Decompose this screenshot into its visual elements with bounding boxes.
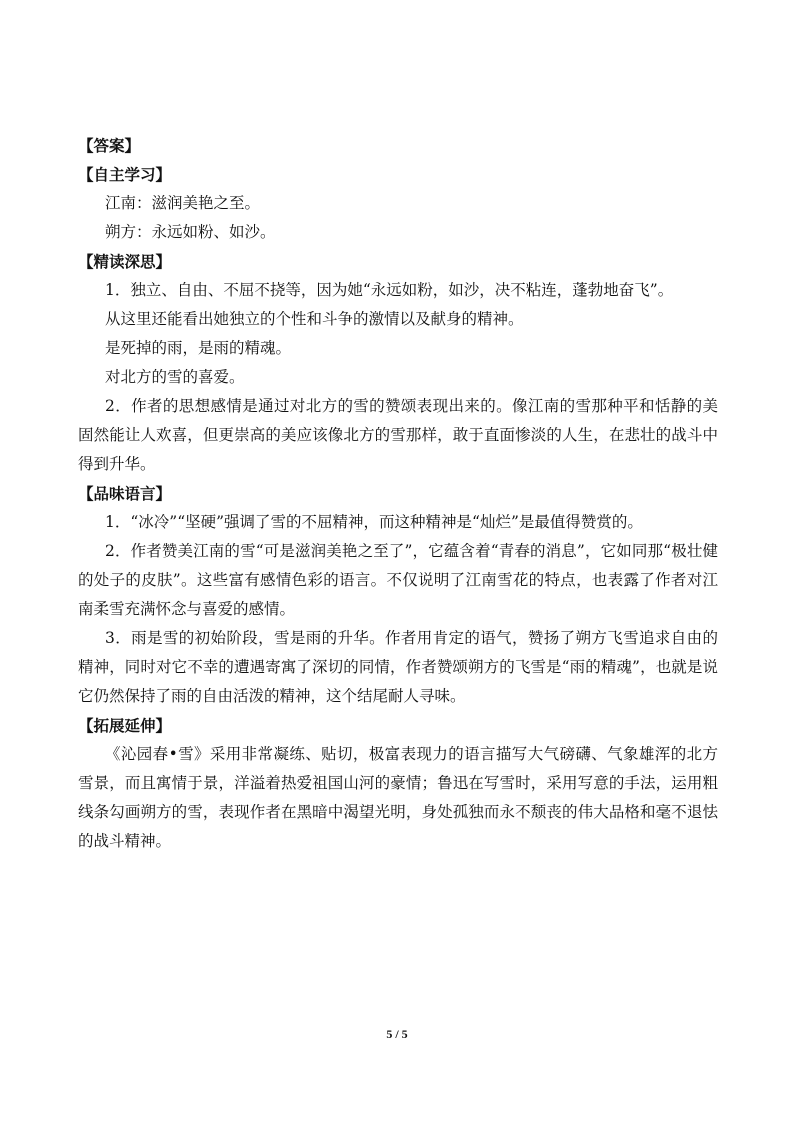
- section-heading: 【答案】: [78, 136, 141, 155]
- paragraph: 是死掉的雨，是雨的精魂。: [105, 339, 292, 357]
- paragraph: 1．“冰冷”“坚硬”强调了雪的不屈精神，而这种精神是“灿烂”是最值得赞赏的。: [105, 513, 643, 531]
- section-heading: 【精读深思】: [78, 252, 172, 271]
- paragraph: 《沁园春•雪》采用非常凝练、贴切，极富表现力的语言描写大气磅礴、气象雄浑的北方雪景，而且寓情于景，洋溢着热爱祖国山河的豪情；鲁迅在写雪时，采用写意的手法，运用粗线条勾画朔方的雪，表现作者在黑暗中渴望光明，身处孤独而永不颓丧的伟大品格和毫不退怯的战斗精神。: [78, 745, 718, 850]
- section-close-reading: [78, 247, 718, 479]
- paragraph: 江南：滋润美艳之至。: [105, 194, 261, 212]
- section-language-appreciation: [78, 479, 718, 711]
- paragraph: 从这里还能看出她独立的个性和斗争的激情以及献身的精神。: [105, 310, 524, 328]
- paragraph: 对北方的雪的喜爱。: [105, 368, 245, 386]
- paragraph: 3．雨是雪的初始阶段，雪是雨的升华。作者用肯定的语气，赞扬了朔方飞雪追求自由的精神，同时对它不幸的遭遇寄寓了深切的同情，作者赞颂朔方的飞雪是“雨的精魂”，也就是说它仍然保持了雨的自由活泼的精神，这个结尾耐人寻味。: [78, 629, 718, 705]
- section-heading: 【品味语言】: [78, 484, 172, 503]
- section-heading: 【自主学习】: [78, 165, 172, 184]
- paragraph: 1．独立、自由、不屈不挠等，因为她“永远如粉，如沙，决不粘连，蓬勃地奋飞”。: [105, 281, 674, 299]
- section-answer: [78, 131, 718, 160]
- section-heading: 【拓展延伸】: [78, 716, 172, 735]
- paragraph: 2．作者的思想感情是通过对北方的雪的赞颂表现出来的。像江南的雪那种平和恬静的美固然能让人欢喜，但更崇高的美应该像北方的雪那样，敢于直面惨淡的人生，在悲壮的战斗中得到升华。: [78, 397, 718, 473]
- page-number: 5 / 5: [386, 1027, 408, 1041]
- section-extension: [78, 711, 718, 856]
- section-self-study: [78, 160, 718, 247]
- paragraph: 2．作者赞美江南的雪“可是滋润美艳之至了”，它蕴含着“青春的消息”，它如同那“极壮健的处子的皮肤”。这些富有感情色彩的语言。不仅说明了江南雪花的特点，也表露了作者对江南柔雪充满怀念与喜爱的感情。: [78, 542, 718, 618]
- paragraph: 朔方：永远如粉、如沙。: [105, 223, 276, 241]
- document-body: [78, 131, 718, 856]
